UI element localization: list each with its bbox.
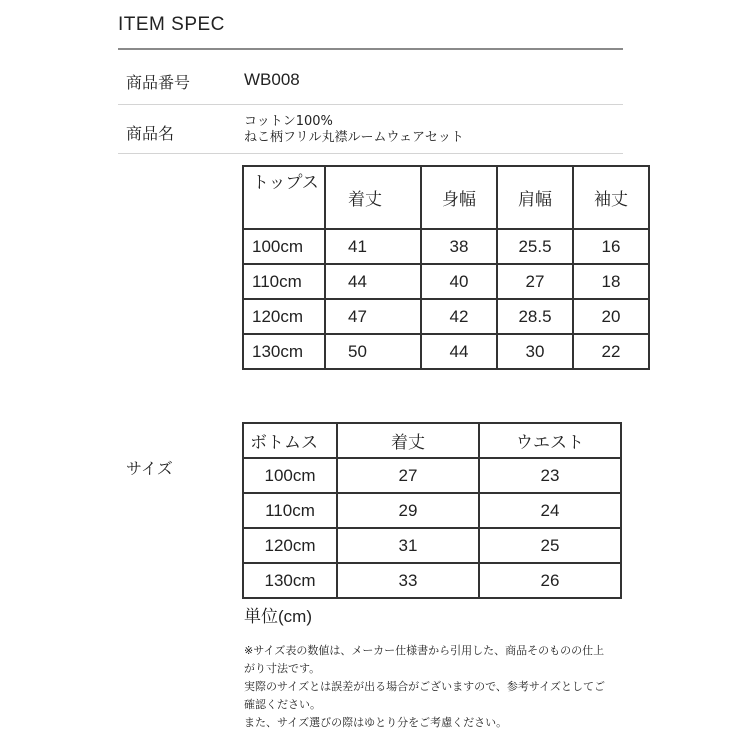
table-cell: 23 [479, 458, 621, 493]
table-header-row [243, 166, 649, 229]
table-row [243, 334, 649, 369]
table-header-row [243, 423, 621, 458]
table-cell: 27 [497, 264, 573, 299]
table-cell: 22 [573, 334, 649, 369]
table-cell: 29 [337, 493, 479, 528]
table-cell: 25.5 [497, 229, 573, 264]
table-cell: 18 [573, 264, 649, 299]
note-line: 実際のサイズとは誤差が出る場合がございますので、参考サイズとしてご [244, 680, 606, 693]
header-cell-waist: ウエスト [479, 423, 621, 458]
table-cell: 33 [337, 563, 479, 598]
header-cell-shoulder: 肩幅 [497, 166, 573, 229]
header-cell-width: 身幅 [421, 166, 497, 229]
table-cell: 25 [479, 528, 621, 563]
size-notes [244, 642, 624, 732]
table-row [243, 229, 649, 264]
table-cell: 42 [421, 299, 497, 334]
table-cell: 50 [325, 334, 421, 369]
tops-size-table [242, 165, 650, 370]
note-line: ※サイズ表の数値は、メーカー仕様書から引用した、商品そのものの仕上 [244, 644, 605, 657]
table-cell: 20 [573, 299, 649, 334]
table-cell: 47 [325, 299, 421, 334]
table-cell: 40 [421, 264, 497, 299]
note-line: 確認ください。 [244, 698, 321, 711]
table-cell: 110cm [243, 493, 337, 528]
page-title: ITEM SPEC [118, 14, 225, 35]
table-cell: 120cm [243, 299, 325, 334]
table-cell: 110cm [243, 264, 325, 299]
table-cell: 130cm [243, 334, 325, 369]
table-row [243, 458, 621, 493]
product-code-value: WB008 [244, 70, 300, 89]
table-row [243, 528, 621, 563]
table-row [243, 493, 621, 528]
product-code-label: 商品番号 [126, 73, 191, 92]
table-cell: 120cm [243, 528, 337, 563]
product-name-line1: コットン100% [244, 114, 333, 129]
table-cell: 16 [573, 229, 649, 264]
product-name-label: 商品名 [126, 124, 175, 143]
table-cell: 31 [337, 528, 479, 563]
note-line: がり寸法です。 [244, 662, 321, 675]
table-cell: 41 [325, 229, 421, 264]
header-cell-tops: トップス [243, 166, 325, 229]
table-cell: 100cm [243, 458, 337, 493]
size-label: サイズ [126, 459, 173, 478]
header-cell-sleeve: 袖丈 [573, 166, 649, 229]
note-line: また、サイズ選びの際はゆとり分をご考慮ください。 [244, 716, 508, 729]
table-cell: 27 [337, 458, 479, 493]
header-cell-length: 着丈 [325, 166, 421, 229]
row-divider [118, 153, 623, 154]
row-divider [118, 104, 623, 105]
table-cell: 44 [421, 334, 497, 369]
product-name-line2: ねこ柄フリル丸襟ルームウェアセット [244, 130, 464, 145]
unit-label: 単位(cm) [244, 607, 312, 626]
table-cell: 24 [479, 493, 621, 528]
table-cell: 44 [325, 264, 421, 299]
table-cell: 28.5 [497, 299, 573, 334]
bottoms-size-table [242, 422, 622, 599]
product-name-value [244, 114, 464, 146]
table-row [243, 299, 649, 334]
header-cell-bottoms: ボトムス [243, 423, 337, 458]
table-row [243, 264, 649, 299]
table-row [243, 563, 621, 598]
table-cell: 26 [479, 563, 621, 598]
header-cell-length: 着丈 [337, 423, 479, 458]
table-cell: 130cm [243, 563, 337, 598]
table-cell: 38 [421, 229, 497, 264]
table-cell: 100cm [243, 229, 325, 264]
table-cell: 30 [497, 334, 573, 369]
title-divider [118, 48, 623, 50]
